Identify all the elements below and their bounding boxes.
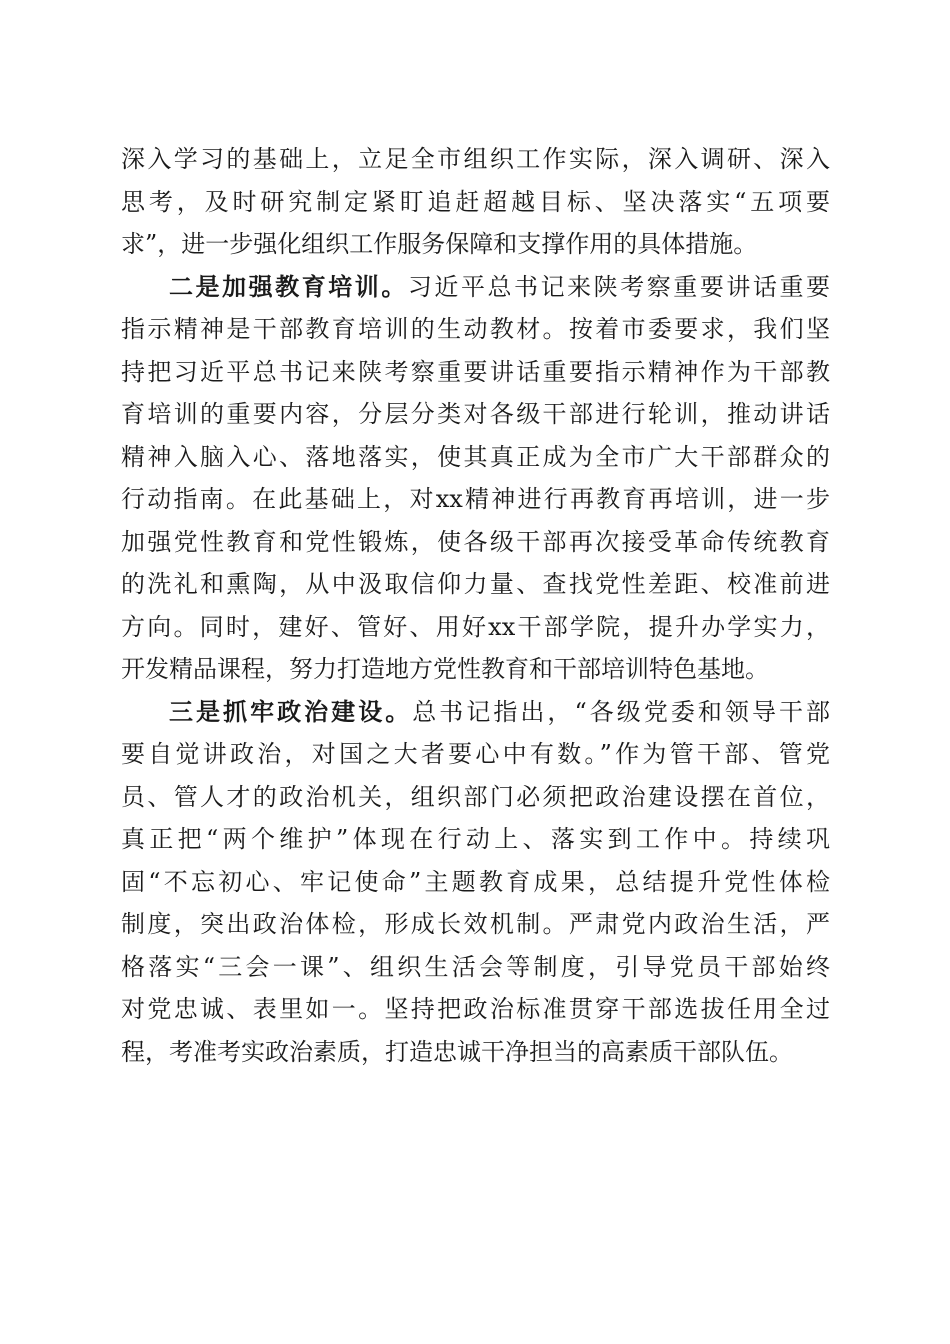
paragraph-3 [121,691,830,1074]
text-line: 方向。同时，建好、管好、用好xx干部学院，提升办学实力， [121,612,830,641]
text-line: 求”，进一步强化组织工作服务保障和支撑作用的具体措施。 [121,230,758,258]
text-line-rest: 总书记指出，“各级党委和领导干部 [412,697,830,726]
text-line-first [121,691,830,734]
text-line: 固“不忘初心、牢记使命”主题教育成果，总结提升党性体检 [121,867,830,896]
text-line-first [121,266,830,309]
text-line: 格落实“三会一课”、组织生活会等制度，引导党员干部始终 [121,952,830,981]
text-line: 育培训的重要内容，分层分类对各级干部进行轮训，推动讲话 [121,400,830,428]
text-line: 指示精神是干部教育培训的生动教材。按着市委要求，我们坚 [121,315,830,343]
text-line: 真正把“两个维护”体现在行动上、落实到工作中。持续巩 [121,825,830,853]
text-line: 员、管人才的政治机关，组织部门必须把政治建设摆在首位， [121,782,830,811]
text-line: 对党忠诚、表里如一。坚持把政治标准贯穿干部选拔任用全过 [121,995,830,1023]
paragraph-1 [121,138,830,266]
paragraph-2 [121,266,830,691]
text-line: 加强党性教育和党性锻炼，使各级干部再次接受革命传统教育 [121,527,830,556]
document-body [121,138,830,1073]
paragraph-lead-heading: 二是加强教育培训。 [169,272,408,301]
text-line: 精神入脑入心、落地落实，使其真正成为全市广大干部群众的 [121,442,830,471]
text-line: 深入学习的基础上，立足全市组织工作实际，深入调研、深入 [121,145,830,173]
text-line: 制度，突出政治体检，形成长效机制。严肃党内政治生活，严 [121,910,830,938]
text-line: 思考，及时研究制定紧盯追赶超越目标、坚决落实“五项要 [121,187,830,216]
text-line: 持把习近平总书记来陕考察重要讲话重要指示精神作为干部教 [121,357,830,386]
text-line: 行动指南。在此基础上，对xx精神进行再教育再培训，进一步 [121,485,830,513]
text-line-rest: 习近平总书记来陕考察重要讲话重要 [407,272,830,301]
text-line: 程，考准考实政治素质，打造忠诚干净担当的高素质干部队伍。 [121,1037,793,1066]
paragraph-lead-heading: 三是抓牢政治建设。 [169,697,413,726]
text-line: 开发精品课程，努力打造地方党性教育和干部培训特色基地。 [121,655,769,683]
text-line: 要自觉讲政治，对国之大者要心中有数。”作为管干部、管党 [121,740,830,768]
text-line: 的洗礼和熏陶，从中汲取信仰力量、查找党性差距、校准前进 [121,570,830,598]
